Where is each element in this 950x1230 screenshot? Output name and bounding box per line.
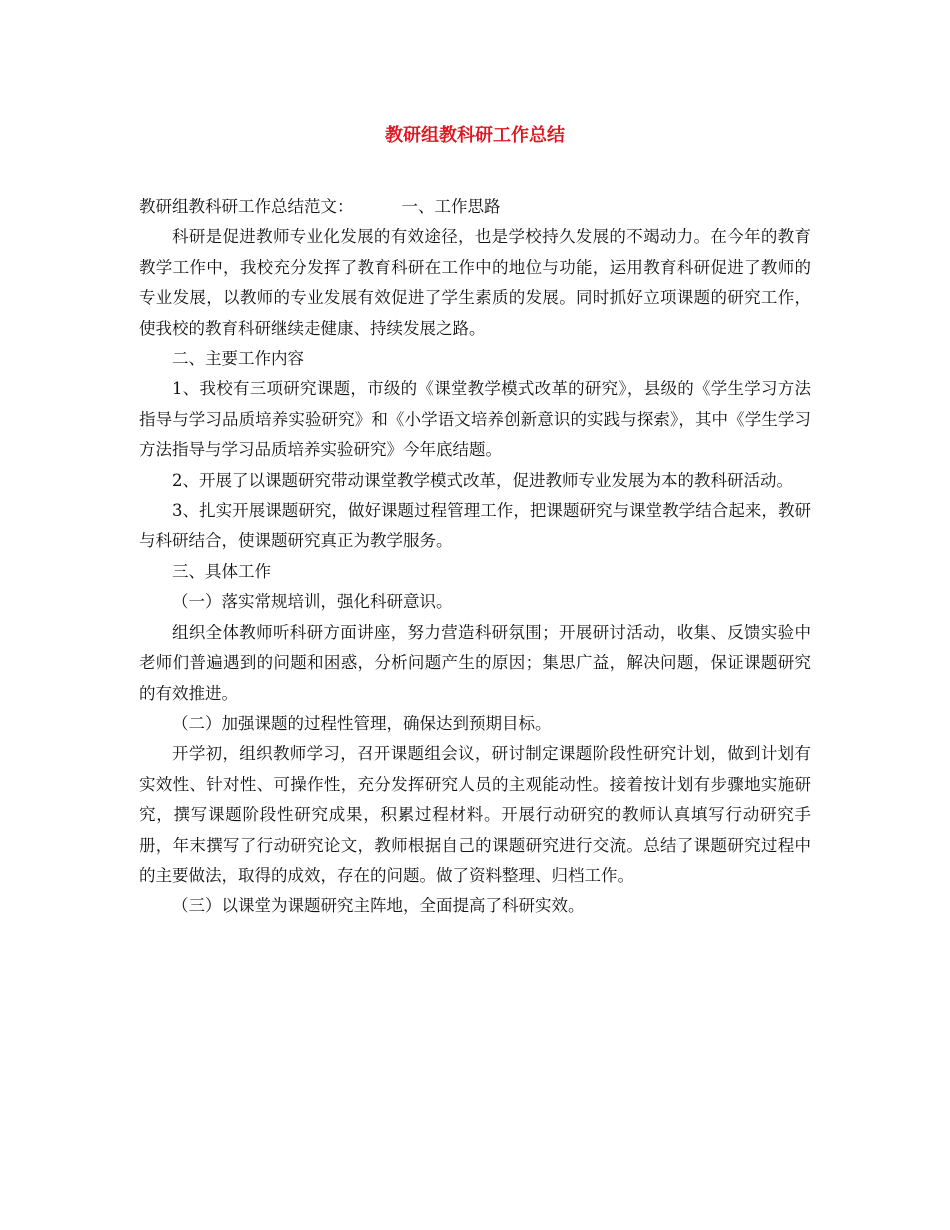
section-heading-1: 一、工作思路 bbox=[401, 197, 501, 216]
intro-label: 教研组教科研工作总结范文： bbox=[139, 197, 354, 216]
subheading: （三）以课堂为课题研究主阵地，全面提高了科研实效。 bbox=[172, 896, 585, 916]
paragraph: 1、我校有三项研究课题，市级的《课堂教学模式改革的研究》，县级的《学生学习方法指导与学习品质培养实验研究》和《小学语文培养创新意识的实践与探索》，其中《学生学习方法指导与学习品质培养实验研究》今年底结题。 bbox=[139, 379, 811, 460]
paragraph: 组织全体教师听科研方面讲座，努力营造科研氛围；开展研讨活动，收集、反馈实验中老师们普遍遇到的问题和困惑，分析问题产生的原因；集思广益，解决问题，保证课题研究的有效推进。 bbox=[139, 622, 811, 703]
paragraph: 3、扎实开展课题研究，做好课题过程管理工作，把课题研究与课堂教学结合起来，教研与科研结合，使课题研究真正为教学服务。 bbox=[139, 501, 811, 551]
intro-line bbox=[139, 192, 811, 222]
document-title: 教研组教科研工作总结 bbox=[385, 125, 565, 146]
section-heading-2: 二、主要工作内容 bbox=[172, 349, 304, 369]
paragraph: 2、开展了以课题研究带动课堂教学模式改革，促进教师专业发展为本的教科研活动。 bbox=[172, 470, 793, 490]
paragraph: 开学初，组织教师学习，召开课题组会议，研讨制定课题阶段性研究计划，做到计划有实效性、针对性、可操作性，充分发挥研究人员的主观能动性。接着按计划有步骤地实施研究，撰写课题阶段性研究成果，积累过程材料。开展行动研究的教师认真填写行动研究手册，年末撰写了行动研究论文，教师根据自己的课题研究进行交流。总结了课题研究过程中的主要做法，取得的成效，存在的问题。做了资料整理、归档工作。 bbox=[139, 744, 811, 885]
section-heading-3: 三、具体工作 bbox=[172, 561, 271, 581]
document-body bbox=[139, 192, 811, 922]
subheading: （二）加强课题的过程性管理，确保达到预期目标。 bbox=[172, 713, 552, 733]
paragraph: 科研是促进教师专业化发展的有效途径，也是学校持久发展的不竭动力。在今年的教育教学工作中，我校充分发挥了教育科研在工作中的地位与功能，运用教育科研促进了教师的专业发展，以教师的专业发展有效促进了学生素质的发展。同时抓好立项课题的研究工作，使我校的教育科研继续走健康、持续发展之路。 bbox=[139, 227, 811, 338]
subheading: （一）落实常规培训，强化科研意识。 bbox=[172, 592, 453, 612]
